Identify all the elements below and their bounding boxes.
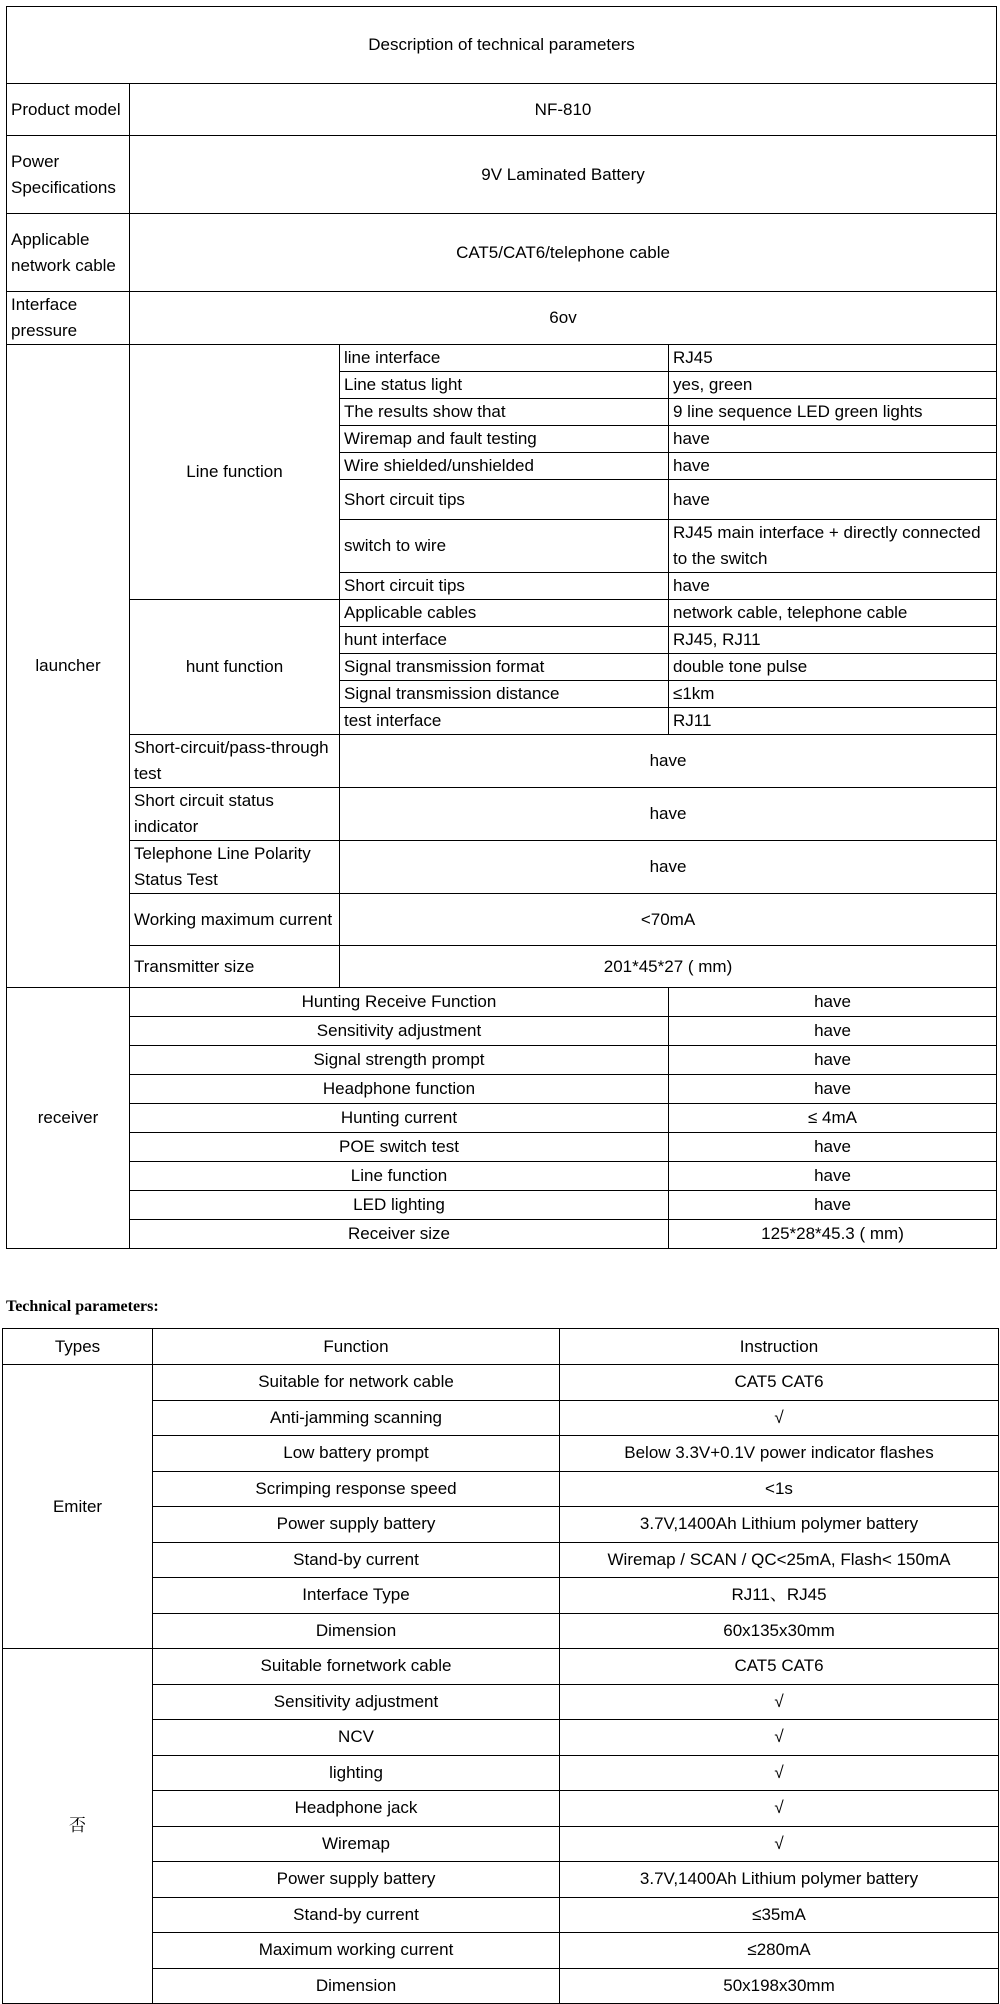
instruction-value: √ (560, 1400, 999, 1436)
instruction-value: CAT5 CAT6 (560, 1649, 999, 1685)
table-row (3, 1897, 999, 1933)
table-row (7, 1046, 997, 1075)
param-value: RJ45 main interface + directly connected to the switch (669, 520, 997, 573)
table-row (7, 1162, 997, 1191)
instruction-value: Wiremap / SCAN / QC<25mA, Flash< 150mA (560, 1542, 999, 1578)
param-value: have (340, 788, 997, 841)
row-label: Interface pressure (7, 292, 130, 345)
table-row (7, 1191, 997, 1220)
param-name: Transmitter size (130, 946, 340, 988)
table-row (7, 1133, 997, 1162)
param-value: ≤ 4mA (669, 1104, 997, 1133)
table-row (3, 1542, 999, 1578)
param-name: Line function (130, 1162, 669, 1191)
param-value: have (669, 453, 997, 480)
table-title: Description of technical parameters (7, 7, 997, 84)
function-name: Suitable for network cable (153, 1365, 560, 1401)
table-row (3, 1329, 999, 1365)
param-name: Short circuit tips (340, 480, 669, 520)
table-row (7, 600, 997, 627)
param-value: RJ11 (669, 708, 997, 735)
table-row (7, 894, 997, 946)
param-name: Line status light (340, 372, 669, 399)
param-value: double tone pulse (669, 654, 997, 681)
receiver-type-label: 否 (3, 1649, 153, 2004)
param-name: Hunting current (130, 1104, 669, 1133)
table-row (7, 84, 997, 136)
param-name: Telephone Line Polarity Status Test (130, 841, 340, 894)
function-name: Stand-by current (153, 1897, 560, 1933)
table-row (3, 1649, 999, 1685)
table-row (3, 1400, 999, 1436)
param-value: 125*28*45.3 ( mm) (669, 1220, 997, 1249)
param-name: Hunting Receive Function (130, 988, 669, 1017)
param-name: POE switch test (130, 1133, 669, 1162)
launcher-label: launcher (7, 345, 130, 988)
instruction-value: Below 3.3V+0.1V power indicator flashes (560, 1436, 999, 1472)
instruction-value: √ (560, 1720, 999, 1756)
function-name: Dimension (153, 1968, 560, 2004)
instruction-value: ≤35mA (560, 1897, 999, 1933)
table-row (7, 988, 997, 1017)
param-name: Short-circuit/pass-through test (130, 735, 340, 788)
table-row (3, 1613, 999, 1649)
technical-parameters-heading: Technical parameters: (6, 1298, 159, 1315)
table-row (7, 136, 997, 214)
instruction-value: 50x198x30mm (560, 1968, 999, 2004)
param-value: yes, green (669, 372, 997, 399)
row-value: NF-810 (130, 84, 997, 136)
instruction-value: 3.7V,1400Ah Lithium polymer battery (560, 1507, 999, 1543)
param-name: Short circuit tips (340, 573, 669, 600)
table-row (3, 1826, 999, 1862)
emiter-type-label: Emiter (3, 1365, 153, 1649)
function-name: Stand-by current (153, 1542, 560, 1578)
table-row (7, 788, 997, 841)
table-row (7, 1104, 997, 1133)
param-name: test interface (340, 708, 669, 735)
param-name: LED lighting (130, 1191, 669, 1220)
table-row (3, 1471, 999, 1507)
param-name: Receiver size (130, 1220, 669, 1249)
table-row (7, 345, 997, 372)
function-name: Anti-jamming scanning (153, 1400, 560, 1436)
instruction-value: <1s (560, 1471, 999, 1507)
table-row (3, 1720, 999, 1756)
function-name: Suitable fornetwork cable (153, 1649, 560, 1685)
instruction-value: 60x135x30mm (560, 1613, 999, 1649)
param-name: hunt interface (340, 627, 669, 654)
param-value: RJ45 (669, 345, 997, 372)
function-name: NCV (153, 1720, 560, 1756)
table-row (7, 7, 997, 84)
function-name: Maximum working current (153, 1933, 560, 1969)
param-name: switch to wire (340, 520, 669, 573)
param-value: have (669, 1162, 997, 1191)
hunt-function-label: hunt function (130, 600, 340, 735)
instruction-value: √ (560, 1826, 999, 1862)
param-value: ≤1km (669, 681, 997, 708)
row-label: Product model (7, 84, 130, 136)
function-name: Low battery prompt (153, 1436, 560, 1472)
function-name: Wiremap (153, 1826, 560, 1862)
table-row (3, 1862, 999, 1898)
param-value: have (669, 480, 997, 520)
param-name: Working maximum current (130, 894, 340, 946)
param-name: Applicable cables (340, 600, 669, 627)
column-header: Instruction (560, 1329, 999, 1365)
receiver-label: receiver (7, 988, 130, 1249)
table-row (3, 1968, 999, 2004)
param-name: Wiremap and fault testing (340, 426, 669, 453)
function-name: lighting (153, 1755, 560, 1791)
param-value: have (669, 573, 997, 600)
table-row (7, 1220, 997, 1249)
table-row (3, 1436, 999, 1472)
param-value: have (669, 1191, 997, 1220)
table-row (7, 1075, 997, 1104)
table-row (3, 1933, 999, 1969)
row-label: Power Specifications (7, 136, 130, 214)
row-label: Applicable network cable (7, 214, 130, 292)
param-value: <70mA (340, 894, 997, 946)
param-value: network cable, telephone cable (669, 600, 997, 627)
technical-parameters-table (2, 1328, 999, 2004)
function-name: Sensitivity adjustment (153, 1684, 560, 1720)
param-value: 9 line sequence LED green lights (669, 399, 997, 426)
table-row (3, 1684, 999, 1720)
table-row (7, 214, 997, 292)
row-value: CAT5/CAT6/telephone cable (130, 214, 997, 292)
param-name: Signal transmission distance (340, 681, 669, 708)
table-row (7, 946, 997, 988)
instruction-value: RJ11、RJ45 (560, 1578, 999, 1614)
table-row (3, 1578, 999, 1614)
param-value: have (340, 735, 997, 788)
param-value: 201*45*27 ( mm) (340, 946, 997, 988)
function-name: Scrimping response speed (153, 1471, 560, 1507)
param-name: Headphone function (130, 1075, 669, 1104)
param-value: have (669, 1133, 997, 1162)
param-value: have (669, 1017, 997, 1046)
table-row (3, 1755, 999, 1791)
param-value: have (669, 1075, 997, 1104)
param-name: Signal transmission format (340, 654, 669, 681)
param-name: Sensitivity adjustment (130, 1017, 669, 1046)
row-value: 6ov (130, 292, 997, 345)
function-name: Interface Type (153, 1578, 560, 1614)
function-name: Power supply battery (153, 1862, 560, 1898)
row-value: 9V Laminated Battery (130, 136, 997, 214)
param-value: have (669, 426, 997, 453)
column-header: Function (153, 1329, 560, 1365)
function-name: Headphone jack (153, 1791, 560, 1827)
param-name: Short circuit status indicator (130, 788, 340, 841)
function-name: Dimension (153, 1613, 560, 1649)
instruction-value: √ (560, 1791, 999, 1827)
instruction-value: CAT5 CAT6 (560, 1365, 999, 1401)
table-row (7, 735, 997, 788)
instruction-value: √ (560, 1684, 999, 1720)
technical-description-table (6, 6, 997, 1249)
table-row (3, 1365, 999, 1401)
param-name: line interface (340, 345, 669, 372)
param-value: have (669, 1046, 997, 1075)
table-row (3, 1791, 999, 1827)
column-header: Types (3, 1329, 153, 1365)
instruction-value: 3.7V,1400Ah Lithium polymer battery (560, 1862, 999, 1898)
param-value: RJ45, RJ11 (669, 627, 997, 654)
param-name: Signal strength prompt (130, 1046, 669, 1075)
instruction-value: √ (560, 1755, 999, 1791)
param-value: have (669, 988, 997, 1017)
instruction-value: ≤280mA (560, 1933, 999, 1969)
table-row (7, 292, 997, 345)
line-function-label: Line function (130, 345, 340, 600)
table-row (7, 1017, 997, 1046)
param-value: have (340, 841, 997, 894)
param-name: The results show that (340, 399, 669, 426)
table-row (3, 1507, 999, 1543)
function-name: Power supply battery (153, 1507, 560, 1543)
param-name: Wire shielded/unshielded (340, 453, 669, 480)
table-row (7, 841, 997, 894)
